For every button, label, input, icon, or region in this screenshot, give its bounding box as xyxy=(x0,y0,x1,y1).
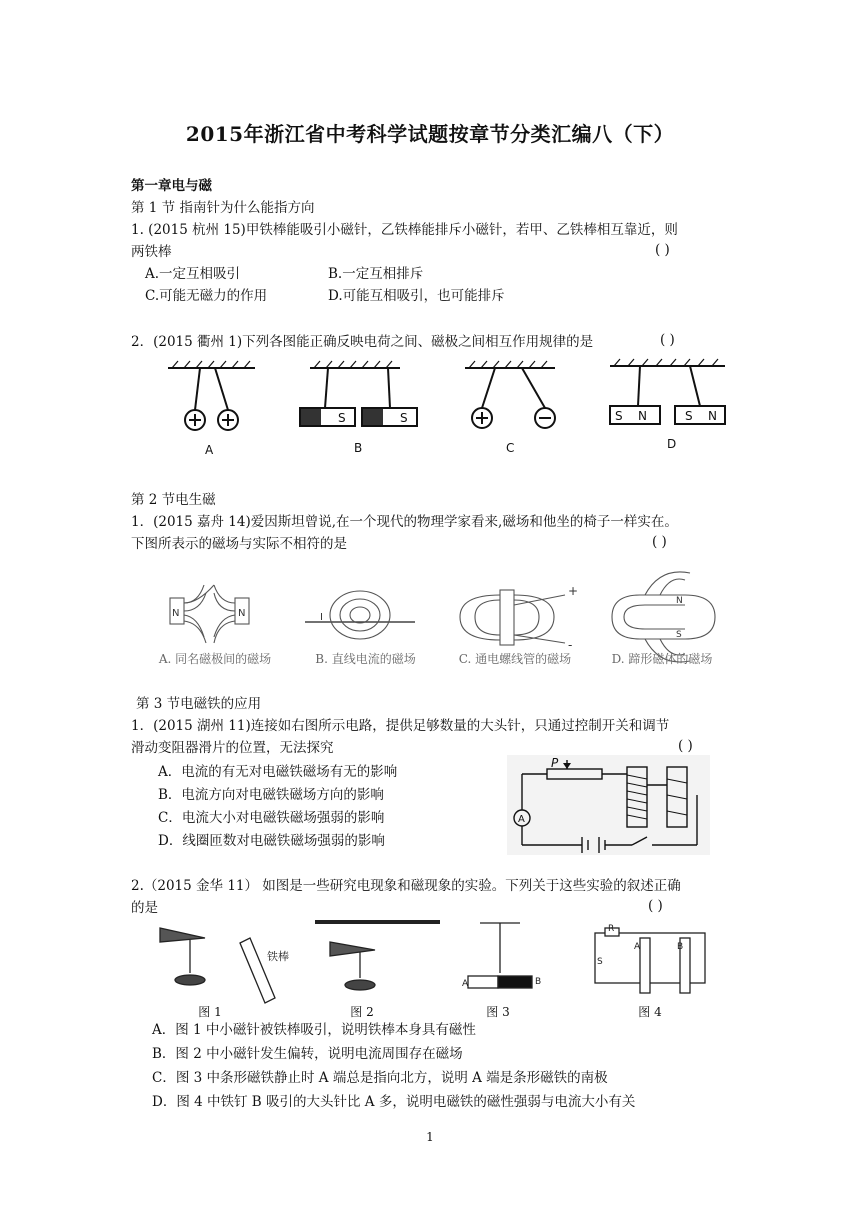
field-caption-a: A. 同名磁极间的磁场 xyxy=(158,652,272,666)
option-c: C．图 3 中条形磁铁静止时 A 端总是指向北方，说明 A 端是条形磁铁的南极 xyxy=(152,1070,608,1086)
magnet-pole-label: S xyxy=(338,411,346,425)
magnet-end-label: B xyxy=(535,977,542,987)
figure-label: C xyxy=(506,441,515,455)
question-text: 2.（2015 金华 11） 如图是一些研究电现象和磁现象的实验。下列关于这些实验的叙述正确 xyxy=(131,878,681,894)
pole-label: S xyxy=(676,630,682,640)
field-caption-c: C. 通电螺线管的磁场 xyxy=(458,652,572,666)
question-text: 2．(2015 衢州 1)下列各图能正确反映电荷之间、磁极之间相互作用规律的是 xyxy=(131,334,594,350)
answer-blank: ( ) xyxy=(655,242,670,258)
section-heading-3: 第 3 节电磁铁的应用 xyxy=(136,696,262,712)
option-a: A．图 1 中小磁针被铁棒吸引，说明铁棒本身具有磁性 xyxy=(152,1022,476,1038)
terminal-label: - xyxy=(568,638,573,652)
answer-blank: ( ) xyxy=(678,738,693,754)
pole-label: N xyxy=(172,608,180,619)
option-d: D．线圈匝数对电磁铁磁场强弱的影响 xyxy=(158,833,385,849)
magnet-pole-label: S xyxy=(400,411,408,425)
magnet-pole-label: N xyxy=(708,409,717,423)
pole-label: N xyxy=(238,608,246,619)
chapter-heading: 第一章电与磁 xyxy=(131,178,212,194)
terminal-label: + xyxy=(568,584,579,598)
figure-1-label: 图 1 xyxy=(198,1005,222,1019)
magnet-end-label: A xyxy=(462,979,469,989)
question-text: 1．(2015 嘉舟 14)爱因斯坦曾说,在一个现代的物理学家看来,磁场和他坐的椅子一样实在。 xyxy=(131,514,678,530)
nail-label: B xyxy=(677,942,684,952)
option-d: D.可能互相吸引，也可能排斥 xyxy=(328,288,505,304)
option-b: B.一定互相排斥 xyxy=(328,266,424,282)
answer-blank: ( ) xyxy=(652,534,667,550)
question-text: 1. (2015 杭州 15)甲铁棒能吸引小磁针，乙铁棒能排斥小磁针，若甲、乙铁棒相互靠近，则 xyxy=(131,222,678,238)
charge-magnet-figure xyxy=(160,358,740,458)
magnet-pole-label: S xyxy=(685,409,693,423)
answer-blank: ( ) xyxy=(660,332,675,348)
option-c: C.可能无磁力的作用 xyxy=(145,288,268,304)
figure-label: D xyxy=(667,437,677,451)
nail-label: A xyxy=(634,942,641,952)
ammeter-label: A xyxy=(518,814,525,825)
slider-label: P xyxy=(551,756,559,770)
magnet-pole-label: N xyxy=(638,409,647,423)
figure-label: B xyxy=(354,441,363,455)
section-heading-1: 第 1 节 指南针为什么能指方向 xyxy=(131,200,315,216)
option-d: D．图 4 中铁钉 B 吸引的大头针比 A 多，说明电磁铁的磁性强弱与电流大小有关 xyxy=(152,1094,636,1110)
figure-4-label: 图 4 xyxy=(638,1005,662,1019)
switch-label: S xyxy=(597,957,603,967)
iron-bar-label: 铁棒 xyxy=(267,950,289,963)
page-number: 1 xyxy=(426,1130,434,1144)
figure-3-label: 图 3 xyxy=(486,1005,510,1019)
option-b: B．电流方向对电磁铁磁场方向的影响 xyxy=(158,787,384,803)
electromagnet-circuit xyxy=(507,755,710,855)
option-b: B．图 2 中小磁针发生偏转，说明电流周围存在磁场 xyxy=(152,1046,463,1062)
page-title: 2015年浙江省中考科学试题按章节分类汇编八（下） xyxy=(185,122,675,146)
question-text: 滑动变阻器滑片的位置，无法探究 xyxy=(131,740,334,756)
answer-blank: ( ) xyxy=(648,898,663,914)
current-label: I xyxy=(320,612,323,623)
question-text: 两铁棒 xyxy=(131,244,172,260)
resistor-label: R xyxy=(608,924,615,934)
option-c: C．电流大小对电磁铁磁场强弱的影响 xyxy=(158,810,385,826)
question-text: 的是 xyxy=(131,900,158,916)
option-a: A．电流的有无对电磁铁磁场有无的影响 xyxy=(158,764,398,780)
field-caption-d: D. 蹄形磁体的磁场 xyxy=(611,652,713,666)
section-heading-2: 第 2 节电生磁 xyxy=(131,492,216,508)
magnet-pole-label: S xyxy=(615,409,623,423)
option-a: A.一定互相吸引 xyxy=(145,266,241,282)
question-text: 下图所表示的磁场与实际不相符的是 xyxy=(131,536,347,552)
field-caption-b: B. 直线电流的磁场 xyxy=(315,652,416,666)
pole-label: N xyxy=(676,596,683,606)
figure-2-label: 图 2 xyxy=(350,1005,374,1019)
question-text: 1．(2015 湖州 11)连接如右图所示电路，提供足够数量的大头针，只通过控制开关和调节 xyxy=(131,718,670,734)
figure-label: A xyxy=(205,443,214,457)
